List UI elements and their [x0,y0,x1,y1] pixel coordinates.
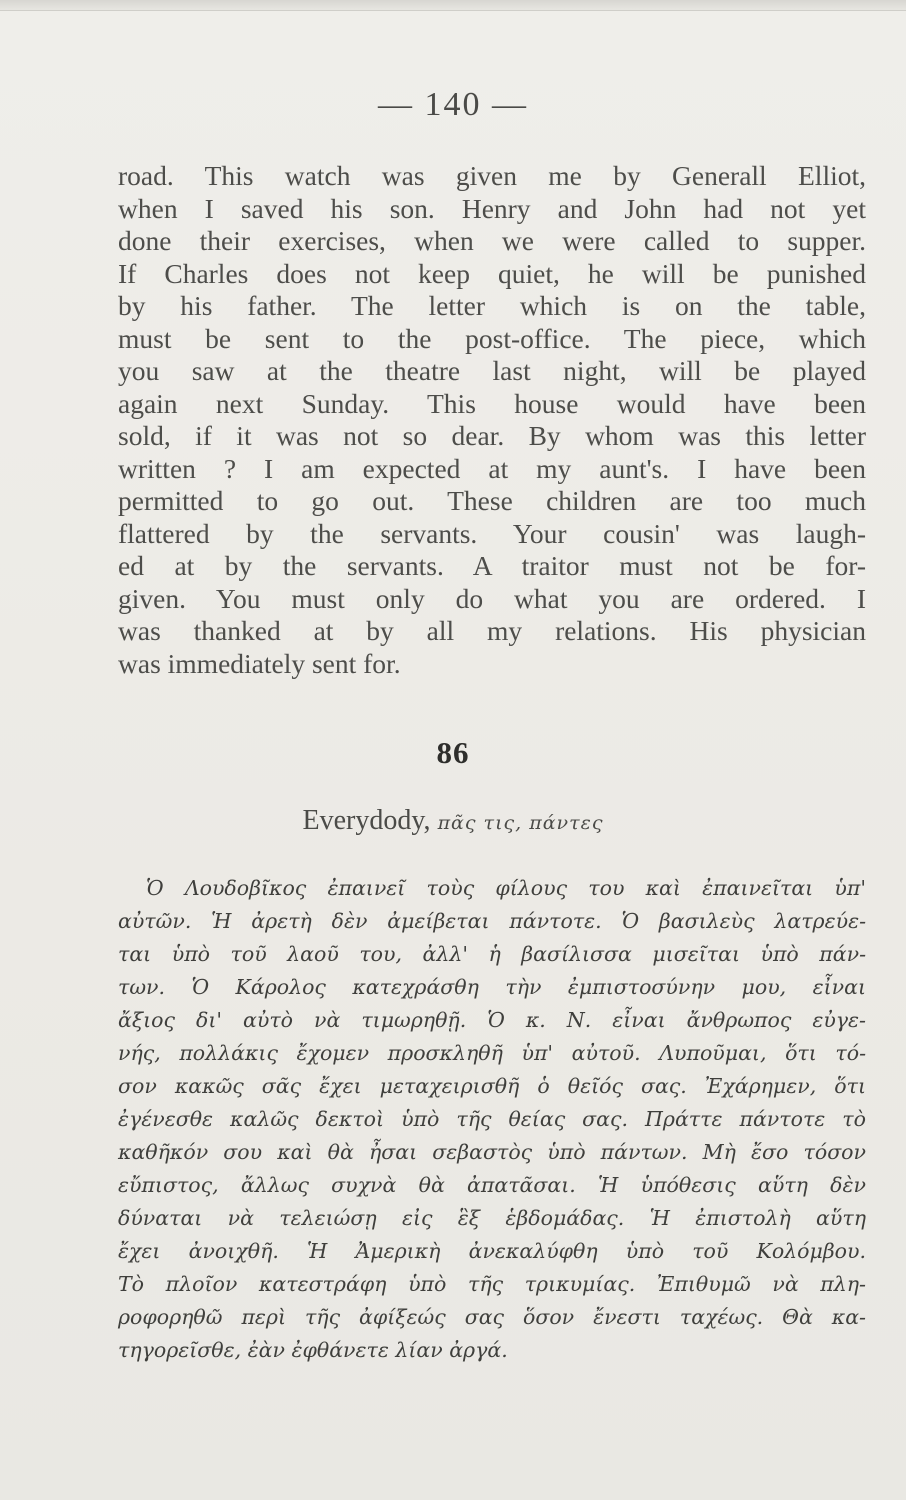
text-line: again next Sunday. This house would have been [118,387,866,419]
text-line: νής, πολλάκις ἔχομεν προσκληθῆ ὑπ' αὐτοῦ. Λυποῦμαι, ὅτι τό- [118,1041,866,1065]
text-line: καθῆκόν σου καὶ θὰ ἦσαι σεβαστὸς ὑπὸ πάντων. Μὴ ἔσο τόσον [118,1140,866,1164]
text-line: σον κακῶς σᾶς ἔχει μεταχειρισθῆ ὁ θεῖός σας. Ἐχάρημεν, ὅτι [118,1074,866,1098]
english-exercise-text [118,160,866,680]
text-line: ἔχει ἀνοιχθῆ. Ἡ Ἀμερικὴ ἀνεκαλύφθη ὑπὸ τοῦ Κολόμβου. [118,1239,866,1263]
text-line: Ὁ Λουδοβῖκος ἐπαινεῖ τοὺς φίλους του καὶ ἐπαινεῖται ὑπ' [146,876,866,900]
page-number: — 140 — [378,86,528,123]
section-number: 86 [436,735,470,770]
text-line: was thanked at by all my relations. His physician [118,615,866,646]
text-line: given. You must only do what you are ordered. I [118,582,866,614]
section-heading [0,805,906,837]
text-line: when I saved his son. Henry and John had not yet [118,192,866,224]
text-line: by his father. The letter which is on the table, [118,290,866,321]
text-line: εὔπιστος, ἄλλως συχνὰ θὰ ἀπατᾶσαι. Ἡ ὑπόθεσις αὕτη δὲν [118,1173,866,1197]
text-line: done their exercises, when we were called to supper. [118,225,866,256]
greek-exercise-text [118,872,866,1367]
text-line: sold, if it was not so dear. By whom was this letter [118,420,866,451]
text-line: δύναται νὰ τελειώσῃ εἰς ἓξ ἑβδομάδας. Ἡ ἐπιστολὴ αὕτη [118,1206,866,1230]
text-line: If Charles does not keep quiet, he will be punished [118,257,866,289]
text-line: written ? I am expected at my aunt's. I have been [118,452,866,484]
text-line: road. This watch was given me by Generall Elliot, [118,160,866,191]
text-line: ροφορηθῶ περὶ τῆς ἀφίξεώς σας ὅσον ἔνεστι ταχέως. Θὰ κα- [118,1305,866,1329]
page-top-edge [0,0,906,11]
text-line: ἐγένεσθε καλῶς δεκτοὶ ὑπὸ τῆς θείας σας. Πράττε πάντοτε τὸ [118,1107,866,1131]
text-line: αὐτῶν. Ἡ ἀρετὴ δὲν ἀμείβεται πάντοτε. Ὁ βασιλεὺς λατρεύε- [118,909,866,933]
text-line: ed at by the servants. A traitor must not be for- [118,550,866,581]
text-line: flattered by the servants. Your cousin' was laugh- [118,517,866,549]
text-line: must be sent to the post-office. The piece, which [118,322,866,354]
text-line: ἄξιος δι' αὐτὸ νὰ τιμωρηθῇ. Ὁ κ. Ν. εἶναι ἄνθρωπος εὐγε- [118,1008,866,1032]
text-line: was immediately sent for. [118,647,401,679]
text-line: Τὸ πλοῖον κατεστράφη ὑπὸ τῆς τρικυμίας. Ἐπιθυμῶ νὰ πλη- [118,1272,866,1296]
text-line: permitted to go out. These children are too much [118,485,866,516]
section-heading-greek: πᾶς τις, πάντες [437,812,604,834]
text-line: ται ὑπὸ τοῦ λαοῦ του, ἀλλ' ἡ βασίλισσα μισεῖται ὑπὸ πάν- [118,942,866,966]
text-line: τηγορεῖσθε, ἐὰν ἐφθάνετε λίαν ἀργά. [118,1338,508,1362]
text-line: των. Ὁ Κάρολος κατεχράσθη τὴν ἐμπιστοσύνην μου, εἶναι [118,975,866,999]
text-line: you saw at the theatre last night, will be played [118,355,866,386]
section-heading-english: Everydody, [302,805,431,836]
